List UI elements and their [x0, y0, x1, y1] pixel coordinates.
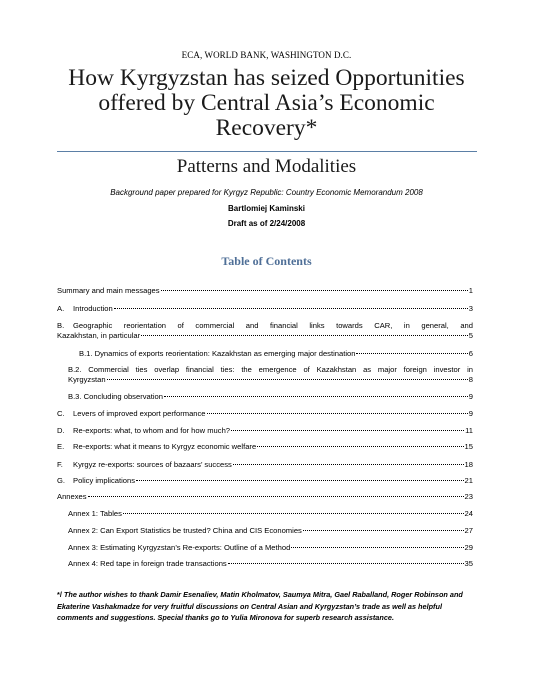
toc-number: D. [57, 426, 65, 435]
toc-heading: Table of Contents [221, 254, 312, 268]
toc-entry-b1[interactable] [79, 349, 473, 359]
toc-entry-a[interactable] [57, 304, 473, 314]
toc-leader [136, 480, 464, 481]
toc-label: Introduction [73, 304, 113, 313]
toc-label: Summary and main messages [57, 286, 160, 295]
toc-label: Kyrgyz re-exports: sources of bazaars’ success [73, 460, 232, 469]
toc-number: E. [57, 442, 65, 451]
toc-page: 3 [468, 304, 473, 313]
toc-entry-annex-2[interactable] [68, 526, 473, 536]
toc-leader [233, 464, 464, 465]
background-note: Background paper prepared for Kyrgyz Republic: Country Economic Memorandum 2008 [110, 188, 423, 197]
toc-leader [303, 530, 464, 531]
toc-page: 9 [468, 409, 473, 418]
footnote-mark: */ [57, 590, 62, 599]
toc-label-line-2: Kazakhstan, in particular [57, 331, 141, 340]
toc-page: 24 [464, 509, 473, 518]
toc-label: Annex 3: Estimating Kyrgyzstan’s Re-exports: Outline of a Method [68, 543, 291, 552]
title-divider [57, 151, 477, 152]
toc-leader [291, 547, 463, 548]
toc-label: B.3. Concluding observation [68, 392, 163, 401]
toc-label: Re-exports: what it means to Kyrgyz economic welfare [73, 442, 257, 451]
toc-label: Policy implications [73, 476, 136, 485]
toc-leader [228, 563, 464, 564]
toc-page: 23 [464, 492, 473, 501]
toc-entry-b[interactable] [57, 321, 473, 341]
document-title [40, 66, 493, 141]
toc-page: 18 [464, 460, 473, 469]
toc-number: B. [57, 321, 65, 330]
toc-entry-b3[interactable] [68, 392, 473, 402]
toc-leader [231, 430, 464, 431]
author-name: Bartlomiej Kaminski [228, 204, 305, 213]
toc-leader [164, 396, 468, 397]
toc-page: 27 [464, 526, 473, 535]
toc-leader [356, 353, 467, 354]
document-subtitle: Patterns and Modalities [176, 156, 357, 177]
toc-number: F. [57, 460, 63, 469]
toc-number: G. [57, 476, 66, 485]
toc-leader [123, 513, 464, 514]
organization-header: ECA, WORLD BANK, WASHINGTON D.C. [181, 50, 352, 60]
toc-leader [88, 496, 464, 497]
toc-entry-annex-1[interactable] [68, 509, 473, 519]
toc-label: Re-exports: what, to whom and for how much? [73, 426, 231, 435]
toc-entry-f[interactable] [57, 460, 473, 470]
toc-label-line-1: Geographic reorientation of commercial and financial links towards CAR, in general, and [73, 321, 473, 330]
toc-entry-g[interactable] [57, 476, 473, 486]
toc-leader [107, 379, 468, 380]
toc-label: Levers of improved export performance [73, 409, 206, 418]
toc-entry-annex-4[interactable] [68, 559, 473, 569]
toc-leader [161, 290, 468, 291]
toc-entry-summary[interactable] [57, 286, 473, 296]
toc-label: Annex 1: Tables [68, 509, 122, 518]
toc-page: 5 [468, 331, 473, 340]
toc-leader [207, 413, 468, 414]
title-line-2: offered by Central Asia’s Economic [98, 90, 435, 116]
toc-page: 8 [468, 375, 473, 384]
toc-entry-c[interactable] [57, 409, 473, 419]
toc-page: 1 [468, 286, 473, 295]
toc-page: 6 [468, 349, 473, 358]
toc-leader [141, 335, 468, 336]
toc-page: 11 [465, 426, 473, 435]
toc-page: 15 [464, 442, 473, 451]
toc-page: 9 [468, 392, 473, 401]
toc-entry-e[interactable] [57, 442, 473, 452]
toc-label-line-1: B.2. Commercial ties overlap financial ties: the emergence of Kazakhstan as major foreign investor in [68, 365, 473, 374]
toc-label: Annex 4: Red tape in foreign trade transactions [68, 559, 227, 568]
toc-label: Annexes [57, 492, 87, 501]
toc-page: 29 [464, 543, 473, 552]
toc-entry-b2[interactable] [68, 365, 473, 385]
toc-label-line-2: Kyrgyzstan [68, 375, 106, 384]
toc-leader [114, 308, 468, 309]
toc-leader [257, 446, 463, 447]
toc-label: B.1. Dynamics of exports reorientation: Kazakhstan as emerging major destination [79, 349, 356, 358]
toc-entry-annexes[interactable] [57, 492, 473, 502]
footnote-text: The author wishes to thank Damir Esenaliev, Matin Kholmatov, Saumya Mitra, Gael Raballand, Roger Robinson and Ekaterine Vashakmadze for very fruitful discussions on Central Asian and Kyrgyzstan’s trade as well as helpful comments and suggestions. Special thanks go to Yulia Mironova for superb research assistance. [57, 590, 463, 622]
toc-number: C. [57, 409, 65, 418]
toc-page: 21 [464, 476, 473, 485]
toc-page: 35 [464, 559, 473, 568]
footnote [57, 589, 475, 624]
toc-entry-d[interactable] [57, 426, 473, 436]
title-line-3: Recovery* [215, 115, 318, 141]
toc-label: Annex 2: Can Export Statistics be trusted? China and CIS Economies [68, 526, 302, 535]
toc-entry-annex-3[interactable] [68, 543, 473, 553]
title-line-1: How Kyrgyzstan has seized Opportunities [68, 65, 465, 91]
draft-date: Draft as of 2/24/2008 [227, 219, 306, 228]
toc-number: A. [57, 304, 65, 313]
